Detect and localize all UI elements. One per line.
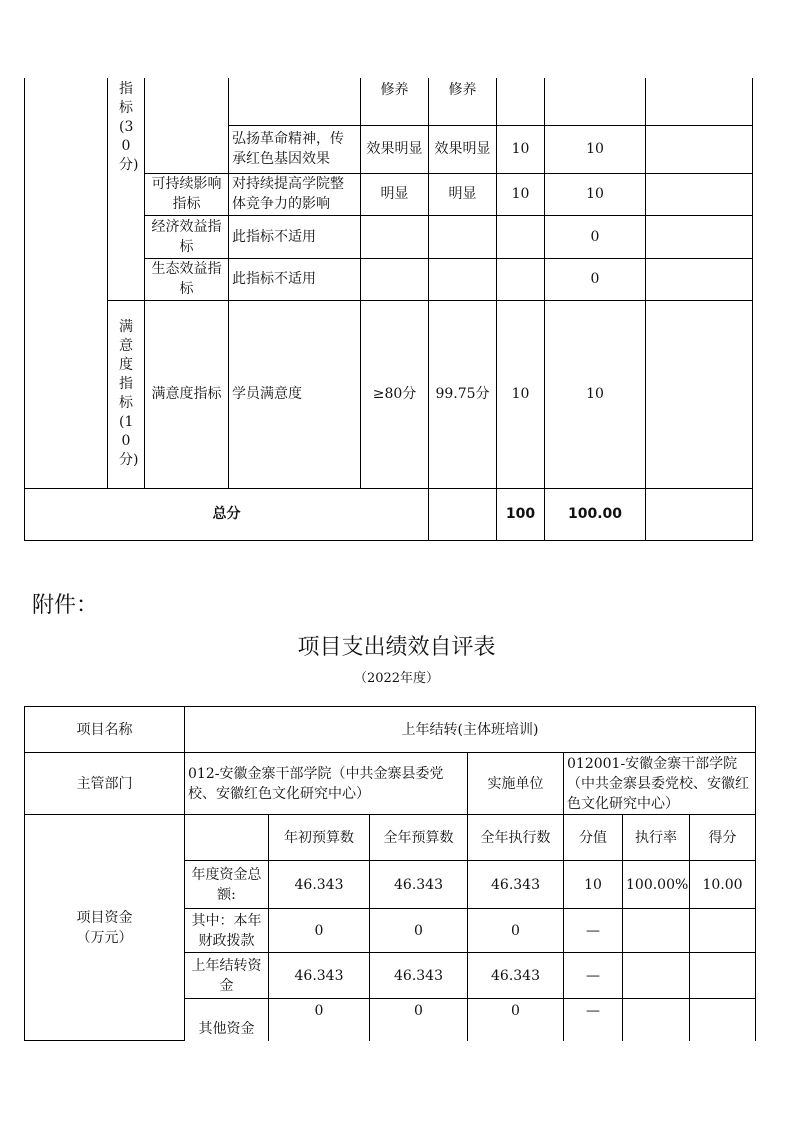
executed-cell: 46.343 xyxy=(468,861,564,909)
row-label: 年度资金总额: xyxy=(185,861,269,909)
reason-cell xyxy=(646,258,753,300)
performance-table-continued xyxy=(24,78,753,541)
actual-cell: 效果明显 xyxy=(429,125,497,173)
blank-cell xyxy=(25,78,108,488)
reason-cell xyxy=(646,125,753,173)
dept-label: 主管部门 xyxy=(25,753,185,815)
actual-cell: 明显 xyxy=(429,173,497,215)
score-cell xyxy=(690,999,756,1041)
executed-cell: 0 xyxy=(468,909,564,953)
row-label: 其他资金 xyxy=(185,999,269,1041)
rate-cell: 100.00% xyxy=(623,861,690,909)
total-weight: 100 xyxy=(497,488,545,540)
header-rate: 执行率 xyxy=(623,815,690,861)
annual-cell: 46.343 xyxy=(370,953,468,999)
weight-cell: — xyxy=(564,953,623,999)
attachment-label: 附件： xyxy=(32,593,99,618)
page-title: 项目支出绩效自评表 xyxy=(297,635,496,660)
subcategory-cell: 可持续影响指标 xyxy=(145,173,229,215)
standard-cell xyxy=(361,258,429,300)
executed-cell: 46.343 xyxy=(468,953,564,999)
header-score: 得分 xyxy=(690,815,756,861)
subcategory-cell xyxy=(145,78,229,173)
weight-cell xyxy=(497,215,545,258)
year-label: （2022年度） xyxy=(353,671,440,686)
score-cell xyxy=(690,953,756,999)
rate-cell xyxy=(623,953,690,999)
weight-cell xyxy=(497,258,545,300)
initial-cell: 46.343 xyxy=(269,953,370,999)
impl-label: 实施单位 xyxy=(468,753,564,815)
weight-cell: 10 xyxy=(564,861,623,909)
executed-cell: 0 xyxy=(468,999,564,1041)
header-initial: 年初预算数 xyxy=(269,815,370,861)
weight-cell: — xyxy=(564,909,623,953)
total-score: 100.00 xyxy=(545,488,646,540)
subcategory-cell: 生态效益指标 xyxy=(145,258,229,300)
actual-cell: 99.75分 xyxy=(429,300,497,488)
score-cell xyxy=(545,78,646,125)
annual-cell: 0 xyxy=(370,909,468,953)
project-name-value: 上年结转(主体班培训) xyxy=(185,707,756,753)
reason-cell xyxy=(646,300,753,488)
score-cell: 10 xyxy=(545,173,646,215)
reason-cell xyxy=(646,215,753,258)
weight-cell: 10 xyxy=(497,125,545,173)
header-executed: 全年执行数 xyxy=(468,815,564,861)
actual-cell xyxy=(429,215,497,258)
impl-value: 012001-安徽金寨干部学院（中共金寨县委党校、安徽红色文化研究中心） xyxy=(564,753,756,815)
project-name-label: 项目名称 xyxy=(25,707,185,753)
funds-label: 项目资金（万元） xyxy=(25,815,185,1041)
weight-cell: 10 xyxy=(497,300,545,488)
rate-cell xyxy=(623,999,690,1041)
category-cell: 指标(30分) xyxy=(108,78,145,300)
initial-cell: 46.343 xyxy=(269,861,370,909)
actual-cell: 修养 xyxy=(429,78,497,125)
subcategory-cell: 经济效益指标 xyxy=(145,215,229,258)
header-annual: 全年预算数 xyxy=(370,815,468,861)
satisfaction-category-cell: 满意度指标(10分) xyxy=(108,300,145,488)
annual-cell: 46.343 xyxy=(370,861,468,909)
row-label: 其中：本年财政拨款 xyxy=(185,909,269,953)
standard-cell: 效果明显 xyxy=(361,125,429,173)
initial-cell: 0 xyxy=(269,909,370,953)
score-cell: 0 xyxy=(545,215,646,258)
blank-header-cell xyxy=(185,815,269,861)
dept-value: 012-安徽金寨干部学院（中共金寨县委党校、安徽红色文化研究中心） xyxy=(185,753,468,815)
annual-cell: 0 xyxy=(370,999,468,1041)
indicator-cell: 弘扬革命精神，传承红色基因效果 xyxy=(229,125,361,173)
score-cell: 10 xyxy=(545,125,646,173)
blank-cell xyxy=(429,488,497,540)
standard-cell xyxy=(361,215,429,258)
indicator-cell: 对持续提高学院整体竞争力的影响 xyxy=(229,173,361,215)
header-weight: 分值 xyxy=(564,815,623,861)
total-label: 总分 xyxy=(25,488,429,540)
score-cell: 0 xyxy=(545,258,646,300)
weight-cell xyxy=(497,78,545,125)
indicator-cell: 学员满意度 xyxy=(229,300,361,488)
standard-cell: 明显 xyxy=(361,173,429,215)
indicator-cell xyxy=(229,78,361,125)
indicator-cell: 此指标不适用 xyxy=(229,258,361,300)
score-cell: 10 xyxy=(545,300,646,488)
standard-cell: ≥80分 xyxy=(361,300,429,488)
row-label: 上年结转资金 xyxy=(185,953,269,999)
score-cell xyxy=(690,909,756,953)
weight-cell: 10 xyxy=(497,173,545,215)
subcategory-cell: 满意度指标 xyxy=(145,300,229,488)
initial-cell: 0 xyxy=(269,999,370,1041)
indicator-cell: 此指标不适用 xyxy=(229,215,361,258)
standard-cell: 修养 xyxy=(361,78,429,125)
reason-cell xyxy=(646,173,753,215)
reason-cell xyxy=(646,488,753,540)
self-evaluation-table xyxy=(24,706,756,1041)
score-cell: 10.00 xyxy=(690,861,756,909)
rate-cell xyxy=(623,909,690,953)
actual-cell xyxy=(429,258,497,300)
weight-cell: — xyxy=(564,999,623,1041)
reason-cell xyxy=(646,78,753,125)
